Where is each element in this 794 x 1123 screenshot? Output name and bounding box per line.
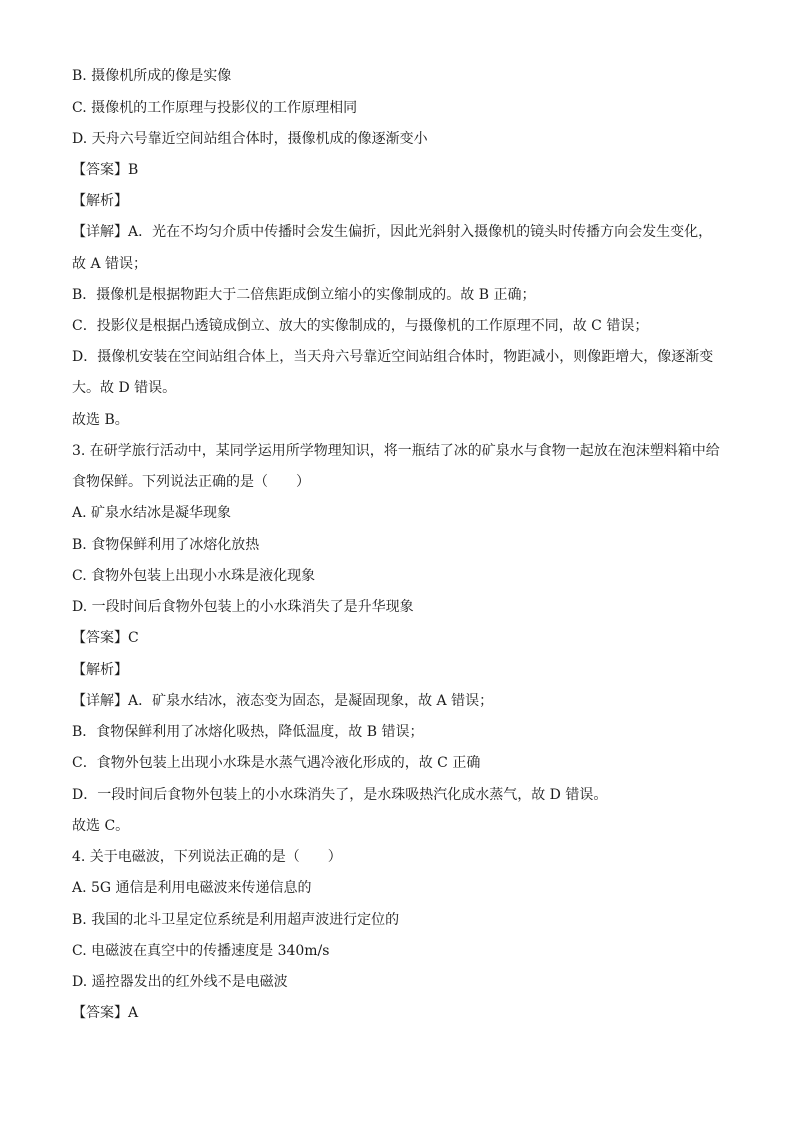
explanation-q3-b: B．食物保鲜利用了冰熔化吸热，降低温度，故 B 错误； (72, 724, 424, 740)
question-4-stem: 4. 关于电磁波，下列说法正确的是（ ） (72, 849, 342, 865)
option-c-q4: C. 电磁波在真空中的传播速度是 340m/s (72, 943, 330, 959)
option-b-q3: B. 食物保鲜利用了冰熔化放热 (72, 537, 260, 553)
explanation-q3-d: D．一段时间后食物外包装上的小水珠消失了，是水珠吸热汽化成水蒸气，故 D 错误。 (72, 787, 608, 803)
question-3-stem: 3. 在研学旅行活动中，某同学运用所学物理知识，将一瓶结了冰的矿泉水与食物一起放在泡沫塑料箱中给 (72, 443, 720, 459)
question-3-stem-cont: 食物保鲜。下列说法正确的是（ ） (72, 474, 310, 490)
option-d-q3: D. 一段时间后食物外包装上的小水珠消失了是升华现象 (72, 599, 414, 615)
option-c-q2: C. 摄像机的工作原理与投影仪的工作原理相同 (72, 100, 358, 116)
explanation-q2-a-cont: 故 A 错误； (72, 256, 148, 272)
explanation-q2-c: C．投影仪是根据凸透镜成倒立、放大的实像制成的，与摄像机的工作原理不同，故 C 错误； (72, 318, 649, 334)
answer-q3: 【答案】C (72, 630, 139, 646)
explanation-q3-c: C．食物外包装上出现小水珠是水蒸气遇冷液化形成的，故 C 正确 (72, 755, 481, 771)
option-d-q2: D. 天舟六号靠近空间站组合体时，摄像机成的像逐渐变小 (72, 131, 428, 147)
explanation-q3-a: 【详解】A．矿泉水结冰，液态变为固态，是凝固现象，故 A 错误； (72, 693, 494, 709)
conclusion-q3: 故选 C。 (72, 818, 130, 834)
explanation-q2-a: 【详解】A．光在不均匀介质中传播时会发生偏折，因此光斜射入摄像机的镜头时传播方向会发生变化， (72, 224, 713, 240)
answer-q2: 【答案】B (72, 162, 139, 178)
option-c-q3: C. 食物外包装上出现小水珠是液化现象 (72, 568, 316, 584)
option-b-q4: B. 我国的北斗卫星定位系统是利用超声波进行定位的 (72, 912, 400, 928)
option-a-q3: A. 矿泉水结冰是凝华现象 (72, 505, 232, 521)
answer-q4: 【答案】A (72, 1005, 139, 1021)
analysis-heading-q2: 【解析】 (72, 193, 128, 209)
option-b-q2: B. 摄像机所成的像是实像 (72, 68, 232, 84)
explanation-q2-d-cont: 大。故 D 错误。 (72, 380, 177, 396)
option-a-q4: A. 5G 通信是利用电磁波来传递信息的 (72, 880, 312, 896)
option-d-q4: D. 遥控器发出的红外线不是电磁波 (72, 974, 288, 990)
explanation-q2-d: D．摄像机安装在空间站组合体上，当天舟六号靠近空间站组合体时，物距减小，则像距增大，像逐渐变 (72, 349, 714, 365)
conclusion-q2: 故选 B。 (72, 412, 129, 428)
explanation-q2-b: B．摄像机是根据物距大于二倍焦距成倒立缩小的实像制成的。故 B 正确； (72, 287, 536, 303)
analysis-heading-q3: 【解析】 (72, 662, 128, 678)
